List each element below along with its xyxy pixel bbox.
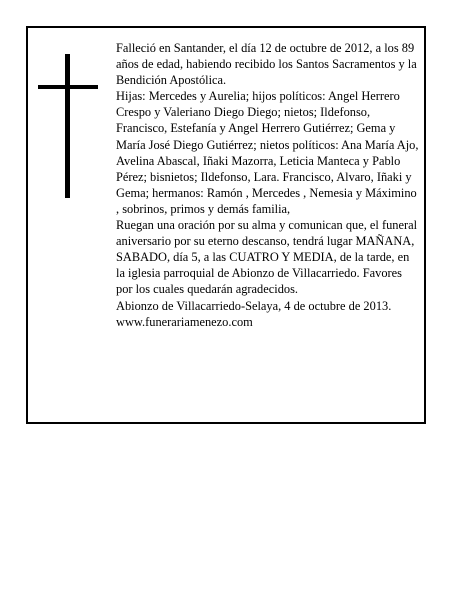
website-link[interactable]: www.funerariamenezo.com xyxy=(116,314,253,329)
obituary-notice xyxy=(26,26,426,424)
cross-horizontal-bar xyxy=(38,85,98,89)
family-list: Hijas: Mercedes y Aurelia; hijos políticos: Angel Herrero Crespo y Valeriano Diego Diego; nietos; Ildefonso, Francisco, Estefanía y Angel Herrero Gutiérrez; Gema y María José Diego Gutiérrez; nietos políticos: Ana María Ajo, Avelina Abascal, Iñaki Mazorra, Leticia Manteca y Pablo Pérez; bisnietos; Ildefonso, Lara. Francisco, Alvaro, Iñaki y Gema; hermanos: Ramón , Mercedes , Nemesia y Máximino , sobrinos, primos y demás familia, xyxy=(116,89,419,216)
place-and-date: Abionzo de Villacarriedo-Selaya, 4 de octubre de 2013. xyxy=(116,298,392,313)
funeral-details: Ruegan una oración por su alma y comunican que, el funeral aniversario por su eterno descanso, tendrá lugar MAÑANA, SABADO, día 5, a las CUATRO Y MEDIA, de la tarde, en la iglesia parroquial de Abionzo de Villacarriedo. Favores por los cuales quedarán agradecidos. xyxy=(116,218,418,297)
cross-vertical-bar xyxy=(65,54,70,198)
obituary-text xyxy=(116,40,420,330)
cross-icon xyxy=(38,54,98,198)
death-announcement: Falleció en Santander, el día 12 de octubre de 2012, a los 89 años de edad, habiendo recibido los Santos Sacramentos y la Bendición Apostólica. xyxy=(116,41,417,88)
